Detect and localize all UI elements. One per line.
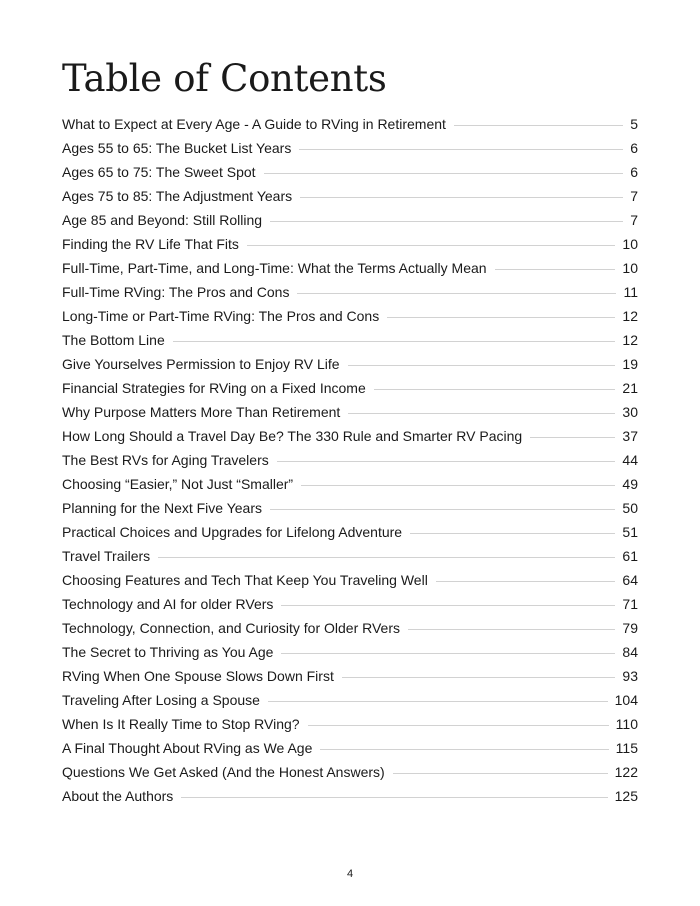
toc-entry-title[interactable]: The Bottom Line (62, 332, 165, 348)
toc-entry-page-number[interactable]: 6 (630, 140, 638, 156)
dotted-leader (348, 413, 615, 414)
dotted-leader (393, 773, 608, 774)
toc-entry-title[interactable]: Traveling After Losing a Spouse (62, 692, 260, 708)
toc-entry-page-number[interactable]: 64 (622, 572, 638, 588)
dotted-leader (281, 653, 615, 654)
dotted-leader (495, 269, 616, 270)
toc-entry-page-number[interactable]: 122 (614, 764, 638, 780)
toc-entry[interactable] (62, 136, 638, 160)
dotted-leader (454, 125, 623, 126)
toc-entry-title[interactable]: Finding the RV Life That Fits (62, 236, 239, 252)
toc-entry[interactable] (62, 328, 638, 352)
toc-entry-title[interactable]: Ages 75 to 85: The Adjustment Years (62, 188, 293, 204)
toc-entry-page-number[interactable]: 104 (614, 692, 638, 708)
dotted-leader (300, 197, 623, 198)
dotted-leader (181, 797, 607, 798)
dotted-leader (247, 245, 616, 246)
dotted-leader (301, 485, 615, 486)
toc-entry-page-number[interactable]: 7 (630, 212, 638, 228)
toc-entry-page-number[interactable]: 61 (622, 548, 638, 564)
toc-entry-page-number[interactable]: 110 (615, 716, 638, 732)
dotted-leader (173, 341, 616, 342)
toc-entry-title[interactable]: Choosing “Easier,” Not Just “Smaller” (62, 476, 294, 492)
toc-entry-page-number[interactable]: 51 (622, 524, 638, 540)
toc-entry-title[interactable]: Practical Choices and Upgrades for Lifelong Adventure (62, 524, 403, 540)
toc-entry-title[interactable]: Why Purpose Matters More Than Retirement (62, 404, 341, 420)
toc-entry[interactable] (62, 160, 638, 184)
toc-entry-title[interactable]: Technology and AI for older RVers (62, 596, 274, 612)
toc-entry-page-number[interactable]: 125 (614, 788, 638, 804)
toc-entry-title[interactable]: Long-Time or Part-Time RVing: The Pros and Cons (62, 308, 380, 324)
toc-entry-title[interactable]: Travel Trailers (62, 548, 151, 564)
toc-entry-page-number[interactable]: 115 (615, 740, 638, 756)
toc-entry[interactable] (62, 592, 638, 616)
page-title: Table of Contents (62, 57, 387, 100)
toc-entry-title[interactable]: When Is It Really Time to Stop RVing? (62, 716, 300, 732)
toc-entry[interactable] (62, 640, 638, 664)
toc-entry-page-number[interactable]: 84 (622, 644, 638, 660)
toc-list (62, 112, 638, 808)
toc-entry-page-number[interactable]: 19 (622, 356, 638, 372)
dotted-leader (530, 437, 615, 438)
toc-entry[interactable] (62, 736, 638, 760)
toc-entry-page-number[interactable]: 79 (622, 620, 638, 636)
toc-entry-page-number[interactable]: 10 (622, 260, 638, 276)
dotted-leader (299, 149, 623, 150)
toc-entry[interactable] (62, 256, 638, 280)
toc-entry-title[interactable]: A Final Thought About RVing as We Age (62, 740, 313, 756)
toc-entry-title[interactable]: Planning for the Next Five Years (62, 500, 263, 516)
toc-entry[interactable] (62, 496, 638, 520)
toc-entry[interactable] (62, 784, 638, 808)
dotted-leader (270, 509, 615, 510)
toc-entry-title[interactable]: Questions We Get Asked (And the Honest Answers) (62, 764, 385, 780)
toc-entry-title[interactable]: Ages 55 to 65: The Bucket List Years (62, 140, 292, 156)
toc-entry-title[interactable]: Full-Time RVing: The Pros and Cons (62, 284, 290, 300)
toc-entry[interactable] (62, 376, 638, 400)
toc-entry[interactable] (62, 616, 638, 640)
toc-entry-page-number[interactable]: 11 (623, 284, 638, 300)
toc-entry-page-number[interactable]: 44 (622, 452, 638, 468)
dotted-leader (320, 749, 608, 750)
dotted-leader (410, 533, 615, 534)
toc-entry[interactable] (62, 112, 638, 136)
toc-entry-title[interactable]: About the Authors (62, 788, 174, 804)
toc-entry[interactable] (62, 688, 638, 712)
toc-entry[interactable] (62, 760, 638, 784)
dotted-leader (408, 629, 615, 630)
toc-entry-title[interactable]: Choosing Features and Tech That Keep You Traveling Well (62, 572, 428, 588)
toc-entry-title[interactable]: How Long Should a Travel Day Be? The 330 Rule and Smarter RV Pacing (62, 428, 523, 444)
toc-entry-page-number[interactable]: 37 (622, 428, 638, 444)
dotted-leader (281, 605, 615, 606)
toc-entry-title[interactable]: What to Expect at Every Age - A Guide to RVing in Retirement (62, 116, 446, 132)
toc-entry-page-number[interactable]: 21 (622, 380, 638, 396)
toc-entry[interactable] (62, 712, 638, 736)
toc-entry[interactable] (62, 520, 638, 544)
dotted-leader (342, 677, 616, 678)
toc-entry-title[interactable]: Full-Time, Part-Time, and Long-Time: What the Terms Actually Mean (62, 260, 487, 276)
toc-entry[interactable] (62, 280, 638, 304)
toc-entry[interactable] (62, 232, 638, 256)
toc-entry-page-number[interactable]: 50 (622, 500, 638, 516)
dotted-leader (297, 293, 616, 294)
toc-entry[interactable] (62, 544, 638, 568)
toc-entry-page-number[interactable]: 6 (630, 164, 638, 180)
toc-entry-page-number[interactable]: 12 (622, 332, 638, 348)
dotted-leader (436, 581, 616, 582)
toc-entry[interactable] (62, 304, 638, 328)
dotted-leader (308, 725, 609, 726)
toc-entry-title[interactable]: RVing When One Spouse Slows Down First (62, 668, 334, 684)
dotted-leader (158, 557, 615, 558)
dotted-leader (270, 221, 623, 222)
toc-entry-title[interactable]: Age 85 and Beyond: Still Rolling (62, 212, 263, 228)
toc-entry[interactable] (62, 568, 638, 592)
toc-entry-page-number[interactable]: 71 (622, 596, 638, 612)
toc-entry-title[interactable]: Technology, Connection, and Curiosity for Older RVers (62, 620, 400, 636)
toc-entry[interactable] (62, 208, 638, 232)
toc-entry-title[interactable]: Financial Strategies for RVing on a Fixed Income (62, 380, 366, 396)
toc-entry-title[interactable]: The Best RVs for Aging Travelers (62, 452, 269, 468)
toc-entry[interactable] (62, 472, 638, 496)
toc-entry[interactable] (62, 184, 638, 208)
dotted-leader (268, 701, 608, 702)
toc-entry-title[interactable]: The Secret to Thriving as You Age (62, 644, 274, 660)
toc-entry[interactable] (62, 400, 638, 424)
toc-entry[interactable] (62, 352, 638, 376)
toc-entry-title[interactable]: Give Yourselves Permission to Enjoy RV Life (62, 356, 340, 372)
toc-entry-page-number[interactable]: 93 (622, 668, 638, 684)
toc-entry-title[interactable]: Ages 65 to 75: The Sweet Spot (62, 164, 256, 180)
toc-entry-page-number[interactable]: 12 (622, 308, 638, 324)
page-number: 4 (346, 868, 354, 880)
toc-entry[interactable] (62, 664, 638, 688)
dotted-leader (264, 173, 624, 174)
toc-entry-page-number[interactable]: 7 (630, 188, 638, 204)
toc-entry-page-number[interactable]: 49 (622, 476, 638, 492)
toc-entry[interactable] (62, 448, 638, 472)
toc-entry-page-number[interactable]: 10 (622, 236, 638, 252)
dotted-leader (348, 365, 616, 366)
dotted-leader (387, 317, 615, 318)
toc-entry-page-number[interactable]: 5 (630, 116, 638, 132)
dotted-leader (277, 461, 616, 462)
toc-entry-page-number[interactable]: 30 (622, 404, 638, 420)
toc-entry[interactable] (62, 424, 638, 448)
dotted-leader (374, 389, 616, 390)
